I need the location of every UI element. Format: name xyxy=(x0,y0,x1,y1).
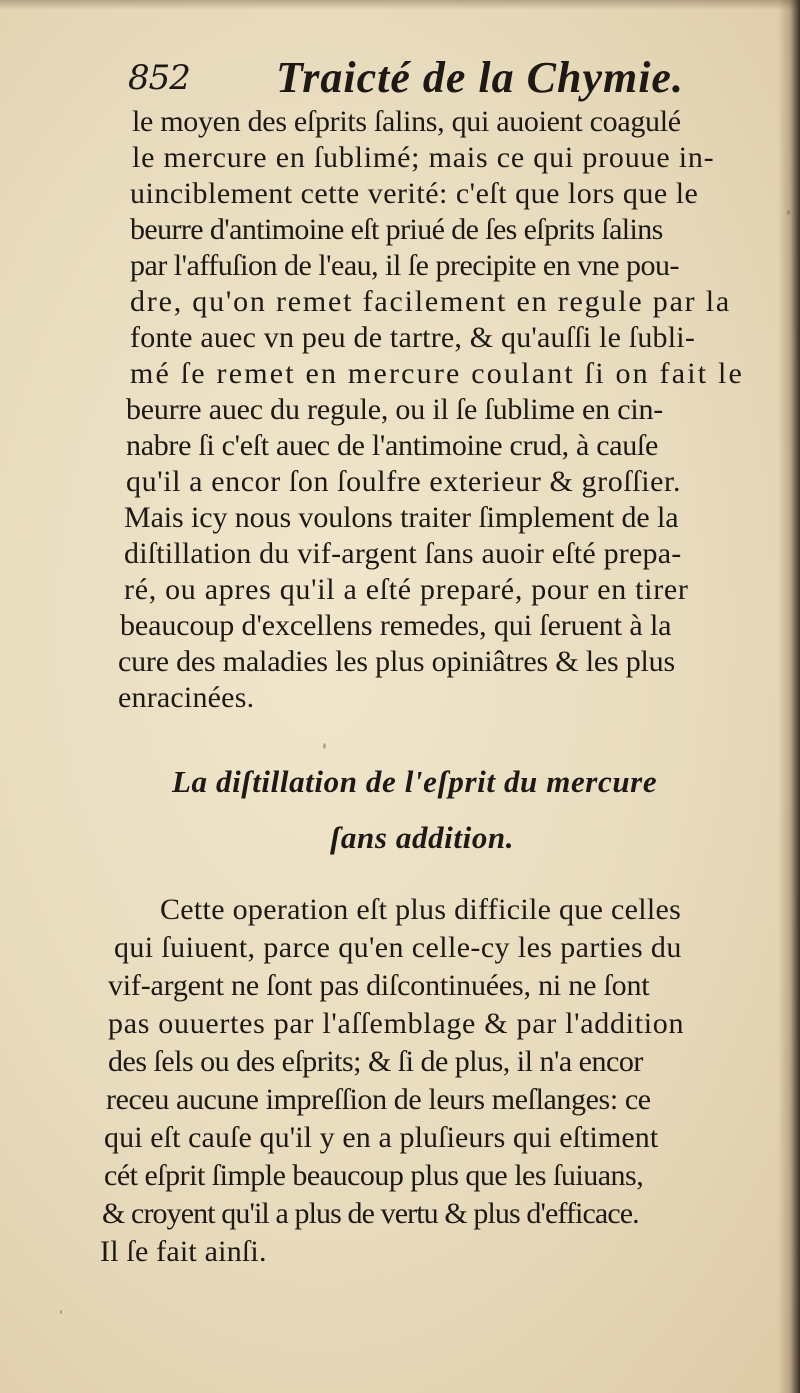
text-line: qui eſt cauſe qu'il y en a pluſieurs qui eſtiment xyxy=(104,1121,659,1154)
paper-speck xyxy=(787,210,790,215)
text-line: le moyen des eſprits ſalins, qui auoient coagulé xyxy=(132,105,681,138)
text-line: qui ſuiuent, parce qu'en celle-cy les parties du xyxy=(114,931,682,964)
text-line: qu'il a encor ſon ſoulfre exterieur & groſſier. xyxy=(126,465,682,498)
text-line: vif-argent ne ſont pas diſcontinuées, ni ne ſont xyxy=(108,969,650,1002)
text-line: diſtillation du vif-argent ſans auoir eſté prepa- xyxy=(124,537,682,570)
text-line: uinciblement cette verité: c'eſt que lors que le xyxy=(130,177,699,210)
text-line: le mercure en ſublimé; mais ce qui prouue in- xyxy=(132,141,715,174)
section-heading-line: ſans addition. xyxy=(330,820,515,855)
paper-speck xyxy=(60,1310,62,1314)
page-binding-edge xyxy=(778,0,800,1393)
text-line: par l'affuſion de l'eau, il ſe precipite en vne pou- xyxy=(130,249,680,282)
running-title: Traicté de la Chymie. xyxy=(276,53,684,102)
text-line: enracinées. xyxy=(118,681,255,714)
text-line: beurre auec du regule, ou il ſe ſublime en cin- xyxy=(126,393,664,426)
section-heading-line: La diſtillation de l'eſprit du mercure xyxy=(172,764,658,799)
paper-speck xyxy=(323,743,326,749)
text-line: cét eſprit ſimple beaucoup plus que les ſuiuans, xyxy=(104,1159,644,1192)
text-line: ré, ou apres qu'il a eſté preparé, pour en tirer xyxy=(124,573,689,606)
text-line: Il ſe fait ainſi. xyxy=(100,1235,267,1268)
text-line: Mais icy nous voulons traiter ſimplement de la xyxy=(124,501,679,534)
text-line: & croyent qu'il a plus de vertu & plus d'efficace. xyxy=(102,1197,639,1230)
page-number: 852 xyxy=(128,58,190,98)
text-line: nabre ſi c'eſt auec de l'antimoine crud, à cauſe xyxy=(126,429,658,462)
text-line: cure des maladies les plus opiniâtres & les plus xyxy=(118,645,675,678)
text-line: fonte auec vn peu de tartre, & qu'auſſi le ſubli- xyxy=(130,321,696,354)
page-header xyxy=(128,48,688,108)
text-line: des ſels ou des eſprits; & ſi de plus, il n'a encor xyxy=(108,1045,643,1078)
text-line: beurre d'antimoine eſt priué de ſes eſprits ſalins xyxy=(130,213,663,246)
text-line: Cette operation eſt plus difficile que celles xyxy=(160,893,682,926)
text-line: dre, qu'on remet facilement en regule par la xyxy=(130,285,732,318)
text-line: pas ouuertes par l'aſſemblage & par l'addition xyxy=(108,1007,685,1040)
page-top-shadow xyxy=(0,0,800,10)
text-line: receu aucune impreſſion de leurs meſlanges: ce xyxy=(106,1083,651,1116)
text-line: beaucoup d'excellens remedes, qui ſeruent à la xyxy=(120,609,672,642)
text-line: mé ſe remet en mercure coulant ſi on fait le xyxy=(130,357,745,390)
